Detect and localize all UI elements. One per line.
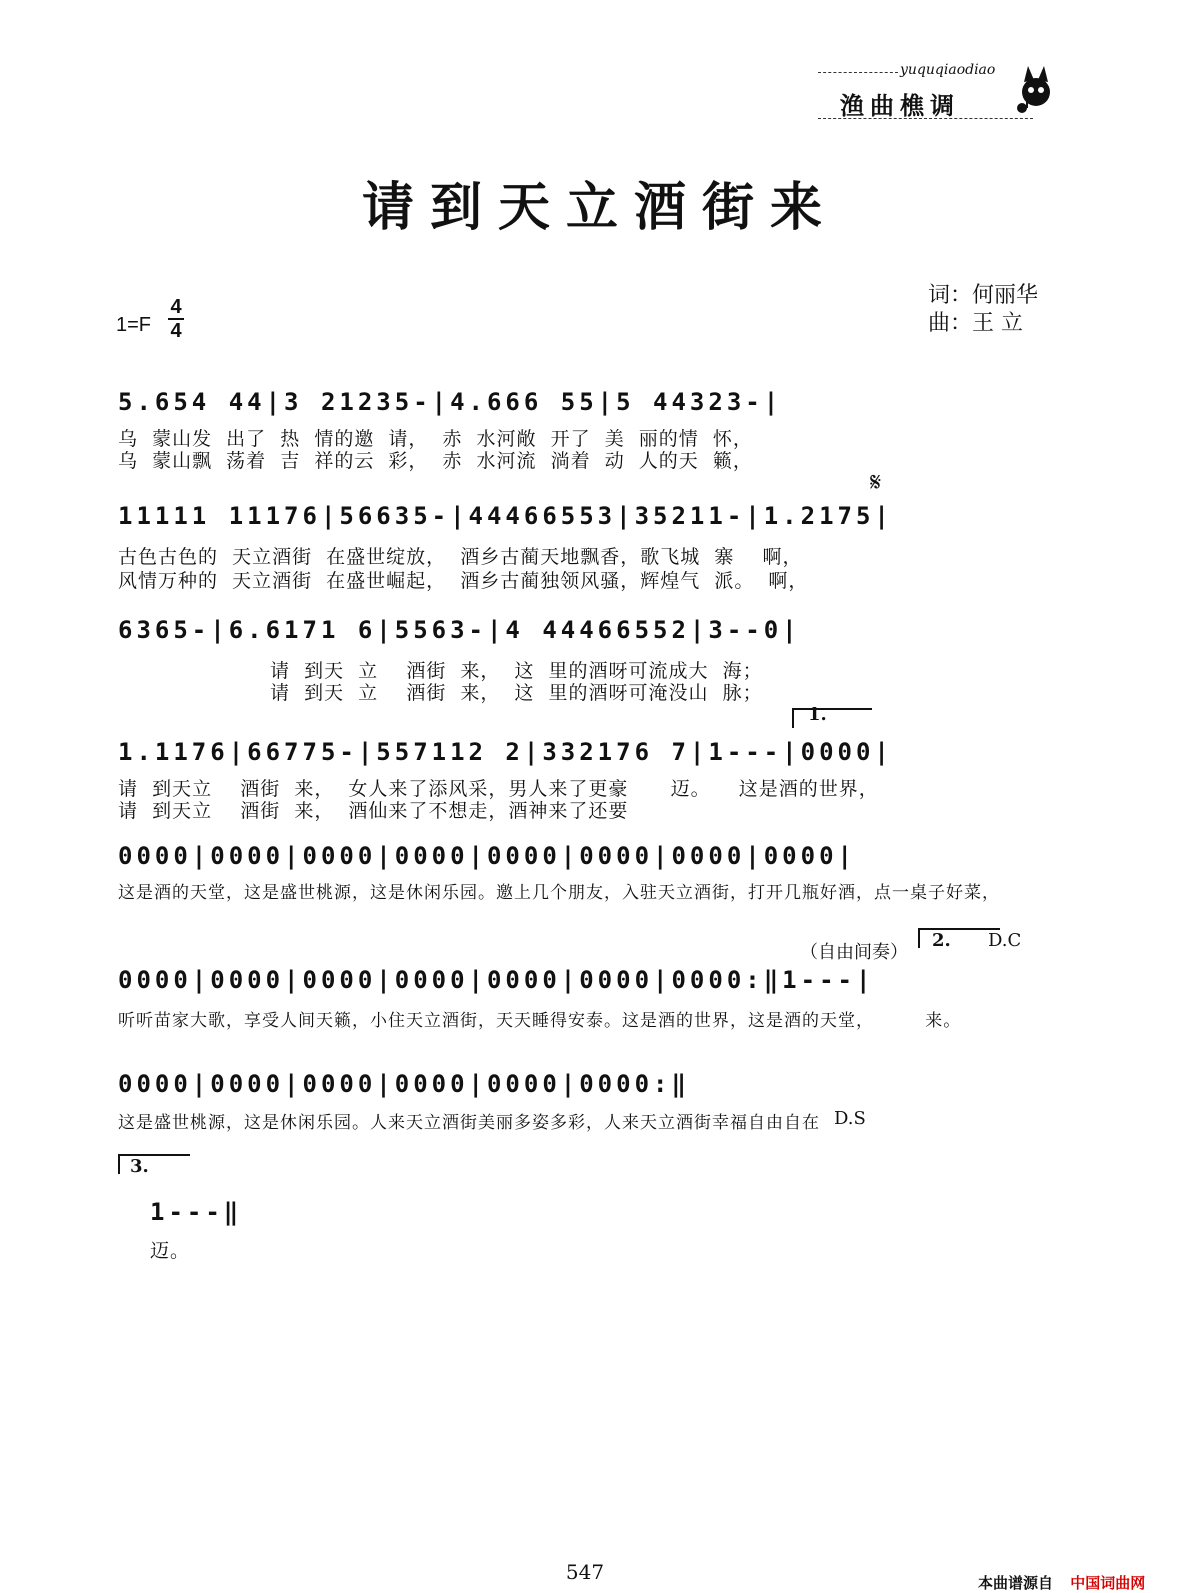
lyric-row-8: 迈。 — [150, 1240, 191, 1262]
brand-latin: yuquqiaodiao — [900, 62, 996, 78]
composer: 曲：王 立 — [928, 311, 1023, 336]
lyric-row-4-verse-2: 请 到天立 酒街 来， 酒仙来了不想走，酒神来了还要 — [118, 800, 629, 822]
volta-2-label: 2. — [932, 930, 951, 951]
song-title: 请到天立酒街来 — [361, 177, 838, 238]
dc-mark: D.C — [988, 930, 1022, 951]
source-prefix: 本曲谱源自 — [978, 1574, 1054, 1592]
lyric-row-4-verse-1: 请 到天立 酒街 来， 女人来了添风采，男人来了更豪 迈。 这是酒的世界， — [118, 778, 879, 800]
key-signature: 1=F — [116, 314, 152, 336]
brand-name: 渔曲樵调 — [840, 91, 960, 120]
notation-row-4: 1.1176|66775-|557112 2|332176 7|1---|0000| — [118, 738, 893, 766]
source-site[interactable]: 中国词曲网 — [1070, 1574, 1146, 1592]
time-bottom: 4 — [168, 318, 184, 342]
interlude-note: （自由间奏） — [800, 942, 908, 963]
volta-3-label: 3. — [130, 1156, 149, 1177]
notation-row-1: 5.654 44|3 21235-|4.666 55|5 44323-| — [118, 388, 783, 416]
lyric-row-1-verse-1: 乌 蒙山发 出了 热 情的邀 请， 赤 水河敞 开了 美 丽的情 怀， — [118, 428, 753, 450]
lyric-row-3-verse-2: 请 到天 立 酒街 来， 这 里的酒呀可淹没山 脉； — [270, 682, 763, 704]
lyric-row-7: 这是盛世桃源，这是休闲乐园。人来天立酒街美丽多姿多彩，人来天立酒街幸福自由自在 — [118, 1113, 820, 1133]
notation-row-5: 0000|0000|0000|0000|0000|0000|0000|0000| — [118, 842, 856, 870]
divider — [818, 118, 1033, 119]
notation-row-3: 6365-|6.6171 6|5563-|4 44466552|3--0| — [118, 616, 801, 644]
lyric-row-3-verse-1: 请 到天 立 酒街 来， 这 里的酒呀可流成大 海； — [270, 660, 763, 682]
credits — [928, 282, 1038, 338]
source-credit — [978, 1572, 1145, 1593]
brand-header — [818, 58, 1038, 124]
cat-music-logo-icon — [1010, 58, 1060, 118]
lyric-row-2-verse-2: 风情万种的 天立酒街 在盛世崛起， 酒乡古蔺独领风骚，辉煌气 派。 啊， — [118, 570, 809, 592]
time-top: 4 — [170, 296, 182, 318]
lyric-row-2-verse-1: 古色古色的 天立酒街 在盛世绽放， 酒乡古蔺天地飘香，歌飞城 寨 啊， — [118, 546, 803, 568]
lyric-row-6: 听听苗家大歌，享受人间天籁，小住天立酒街，天天睡得安泰。这是酒的世界，这是酒的天堂， 来。 — [118, 1011, 962, 1031]
notation-row-8: 1---‖ — [150, 1198, 243, 1226]
ds-mark: D.S — [834, 1108, 866, 1129]
notation-row-7: 0000|0000|0000|0000|0000|0000:‖ — [118, 1070, 690, 1098]
divider — [818, 72, 898, 73]
lyric-row-1-verse-2: 乌 蒙山飘 荡着 吉 祥的云 彩， 赤 水河流 淌着 动 人的天 籁， — [118, 450, 753, 472]
notation-row-2: 11111 11176|56635-|44466553|35211-|1.2175| — [118, 502, 893, 530]
volta-bracket — [118, 1154, 190, 1174]
notation-row-6: 0000|0000|0000|0000|0000|0000|0000:‖1---| — [118, 966, 875, 994]
volta-1-label: 1. — [808, 704, 827, 725]
volta-bracket — [792, 708, 872, 728]
segno-mark: 𝄋 — [870, 468, 882, 498]
lyricist: 词：何丽华 — [928, 283, 1039, 308]
lyric-row-5: 这是酒的天堂，这是盛世桃源，这是休闲乐园。邀上几个朋友，入驻天立酒街，打开几瓶好酒，点一桌子好菜， — [118, 883, 1000, 903]
page-number: 547 — [565, 1560, 605, 1584]
time-signature — [168, 296, 184, 342]
